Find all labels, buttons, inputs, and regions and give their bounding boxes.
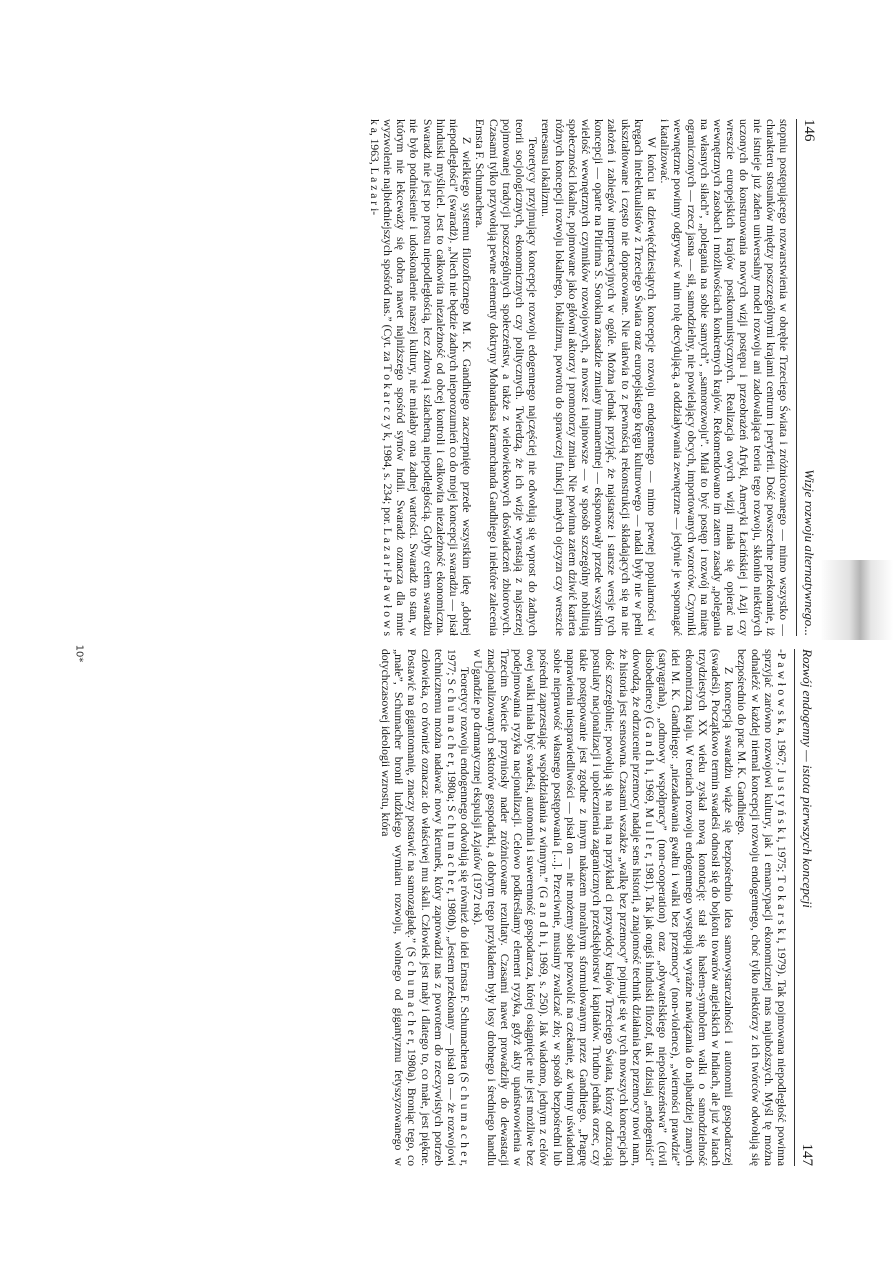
book-gutter-shadow <box>820 560 893 640</box>
paragraph: Teoretycy rozwoju endogennego odwołują się również do idei Ernsta F. Schumachera (S c h u m a c h e r, 1977; S c h u m a c h e r, 1980a; S c h u m a c h e r, 1980b). „Jestem przekonany — pisał on — że rozwojowi technicznemu można nadawać nowy kierunek, który zaprowadzi nas z powrotem do rzeczywistych potrzeb człowieka, co również oznacza: do właściwej mu skali. Człowiek jest mały i dlatego to, co małe, jest piękne. Postawić na gigantomanię, znaczy postawić na samozagładę.” (S c h u m a c h e r, 1980a). Broniąc tego, co „małe”, Schumacher bronił ludzkiego wymiaru rozwoju, wolnego od gigantyzmu fetyszyzowanego w dotychczasowej ideologii wzrostu, która <box>378 649 472 1166</box>
left-page-text <box>368 119 791 636</box>
right-page-number: 147 <box>799 1143 815 1166</box>
left-running-head: Wizje rozwoju alternatywnego... <box>802 469 817 636</box>
right-page-header <box>794 649 815 1166</box>
paragraph: stopniu postępującego rozwarstwienia w obrębie Trzeciego Świata i zróżnicowanego — mimo wszystko — charakteru stosunków między poszczególnymi krajami centrum i peryferii. Dość powszechne przekonanie, iż nie istnieje już żaden uniwersalny model rozwoju ani zadowalająca teoria tego rozwoju, skłoniło niektórych uczonych do konstruowania nowych wizji postępu i przeobrażeń Afryki, Ameryki Łacińskiej i Azji czy wreszcie europejskich krajów postkomunistycznych. Realizacja owych wizji miała się opierać na wewnętrznych zasobach i możliwościach konkretnych krajów. Rekomendowano im zatem zasady „polegania na własnych siłach”, „polegania na sobie samych”, „samorozwoju”. Miał to być postęp i rozwój na miarę ograniczonych — rzecz jasna — sił, samodzielny, nie powielający obcych, importowanych wzorców. Czynniki wewnętrzne powinny odgrywać w nim rolę decydującą, a oddziaływania zewnętrzne — jedynie je wspomagać i katalizować. <box>658 119 790 636</box>
left-page-header <box>796 119 817 636</box>
paragraph: -P a w ł o w s k a, 1967; J u s t y ń s k i, 1975; T o k a r s k i, 1979). Tak pojmowana niepodległość powinna sprzyjać zarówno rozwojowi kultury, jak i emancypacji ekonomicznej mas najuboższych. Myśl tę można odnaleźć w każdej niemal koncepcji rozwoju endogennego, choć tylko niektórzy z ich twórców odwołują się bezpośrednio do prac M. K. Gandhiego. <box>735 649 788 1166</box>
right-page <box>115 645 815 1170</box>
paragraph: Teoretycy przyjmujący koncepcje rozwoju edogennego najczęściej nie odwołują się wprost do żadnych teorii socjologicznych, ekonomicznych czy politycznych. Twierdzą, że ich wizje wyrastają z najszerzej pojmowanej tradycji poszczególnych społeczeństw, a także z wielowiekowych doświadczeń zbiorowych. Czasami tylko przywołują pewne elementy doktryny Mohandasa Karamchanda Gandhiego i niektóre zalecenia Ernsta F. Schumachera. <box>473 119 540 636</box>
left-page-number: 146 <box>801 119 817 142</box>
right-page-text <box>379 649 788 1166</box>
paragraph: W końcu lat dziewięćdziesiątych koncepcje rozwoju endogennego — mimo pewnej popularności w kręgach intelektualistów z Trzeciego Świata oraz europejskiego kręgu kulturowego — nadal były nie w pełni ukształtowane i często nie dopracowane. Nie ułatwia to z pewnością rekonstrukcji składających się na nie założeń i zabiegów interpretacyjnych w ogóle. Można jednak przyjąć, że najstarsze i starsze wersje tych koncepcji — oparte na Pitirima S. Sorokina zasadzie zmiany immanentnej — eksponowały przede wszystkim wielość wewnętrznych czynników rozwojowych, a nowsze i najnowsze — w sposób szczególny nobilitują społeczności lokalne, pojmowane jako główni aktorzy i promotorzy zmian. Nie powinna zatem dziwić kariera różnych koncepcji rozwoju lokalnego, lokalizmu, powrotu do sprawczej funkcji małych ojczyzn czy wreszcie renesansu lokalizmu. <box>539 119 658 636</box>
signature-mark: 10* <box>73 644 85 663</box>
right-running-head: Rozwój endogenny — istota pierwszych koncepcji <box>800 649 815 908</box>
paragraph: Z wielkiego systemu filozoficznego M. K. Gandhiego zaczerpnięto przede wszystkim ideę „dobrej niepodległości” (swaradż). „Niech nie będzie żadnych nieporozumień co do mojej koncepcji swaradżu — pisał hinduski myśliciel. Jest to całkowita niezależność od obcej kontroli i całkowita niezależność ekonomiczna. Swaradż nie jest po prostu niepodległością, lecz zdrową i szlachetną niepodległością. Gdyby celem swaradżu nie było podniesienie i udoskonalenie naszej kultury, nie miałaby ona żadnej wartości. Swaradż to stan, w którym nie lekceważy się dobra nawet najniższego spośród synów Indii. Swaradż oznacza dla mnie wyzwolenie najbiedniejszych spośród nas.” (Cyt. za T o k a r c z y k, 1984, s. 234; por. L a z a r i-P a w ł o w s k a, 1963, L a z a r i- <box>367 119 474 636</box>
left-page <box>117 115 817 640</box>
paragraph: Z koncepcją swaradżu wiąże się bezpośrednio idea samowystarczalności i autonomii gospodarczej (swadeśi). Początkowo termin swadeśi odnosił się do bojkotu towarów angielskich w Indiach, ale już w latach trzydziestych XX wieku zyskał nową konotację: stał się hasłem-symbolem walki o samodzielność ekonomiczną kraju. W teoriach rozwoju endogennego występują wyraźne nawiązania do najbardziej znanych idei M. K. Gandhiego: „niezadawania gwałtu i walki bez przemocy” (non-violence), „wierności prawdzie” (satyagraha), „odmowy współpracy” (non-cooperation) oraz „obywatelskiego nieposłuszeństwa” (civil disobedience) (G a n d h i, 1969, M u l l e r, 1981). Tak jak ongiś hinduski filozof, tak i dzisiaj „endogeniści” dowodzą, że odrzucenie przemocy nadaje sens historii, a znajomość technik działania bez przemocy nowi nam, że historia jest sensowna. Czasami wszakże „walkę bez przemocy” pojmuje się w tych nowszych koncepcjach dość szczególnie; powołują się na nią na przykład ci przywódcy krajów Trzeciego Świata, którzy odrzucają postulaty nacjonalizacji i upolecznienia zagranicznych przedsiębiorstw i kapitałów. Trudno jednak orzec, czy takie postępowanie jest zgodne z innym nakazem moralnym sformułowanym przez Gandhiego. „Pragnę naprawienia niesprawiedliwości — pisał on — nie możemy sobie pozwolić na czekanie, aż winny uświadomi sobie nieprawość własnego postępowania [...]. Przeciwnie, musimy zwalczać zło; w sposób bezpośredni lub pośredni zaprzestając współdziałania z winnym.” (G a n d h i, 1969, s. 250). Jak wiadomo, jednym z celów owej walki miała być swadeśi, autonomia i suwerenność gospodarcza, której osiągnięcie nie jest możliwe bez podejmowania ryzyka nacjonalizacji. Celowo podkreślamy element ryzyka, gdyż akty upaństwowienia w Trzecim Świecie przyniosły nader zróżnicowane rezultaty. Czasami nawet prowadziły do dewastacji znacjonalizowanych sektorów gospodarki, a dobrym tego przykładem były losy drobnego i średniego handlu w Ugandzie po dramatycznej ekspulsji Azjatów (1972 rok). <box>471 649 736 1166</box>
